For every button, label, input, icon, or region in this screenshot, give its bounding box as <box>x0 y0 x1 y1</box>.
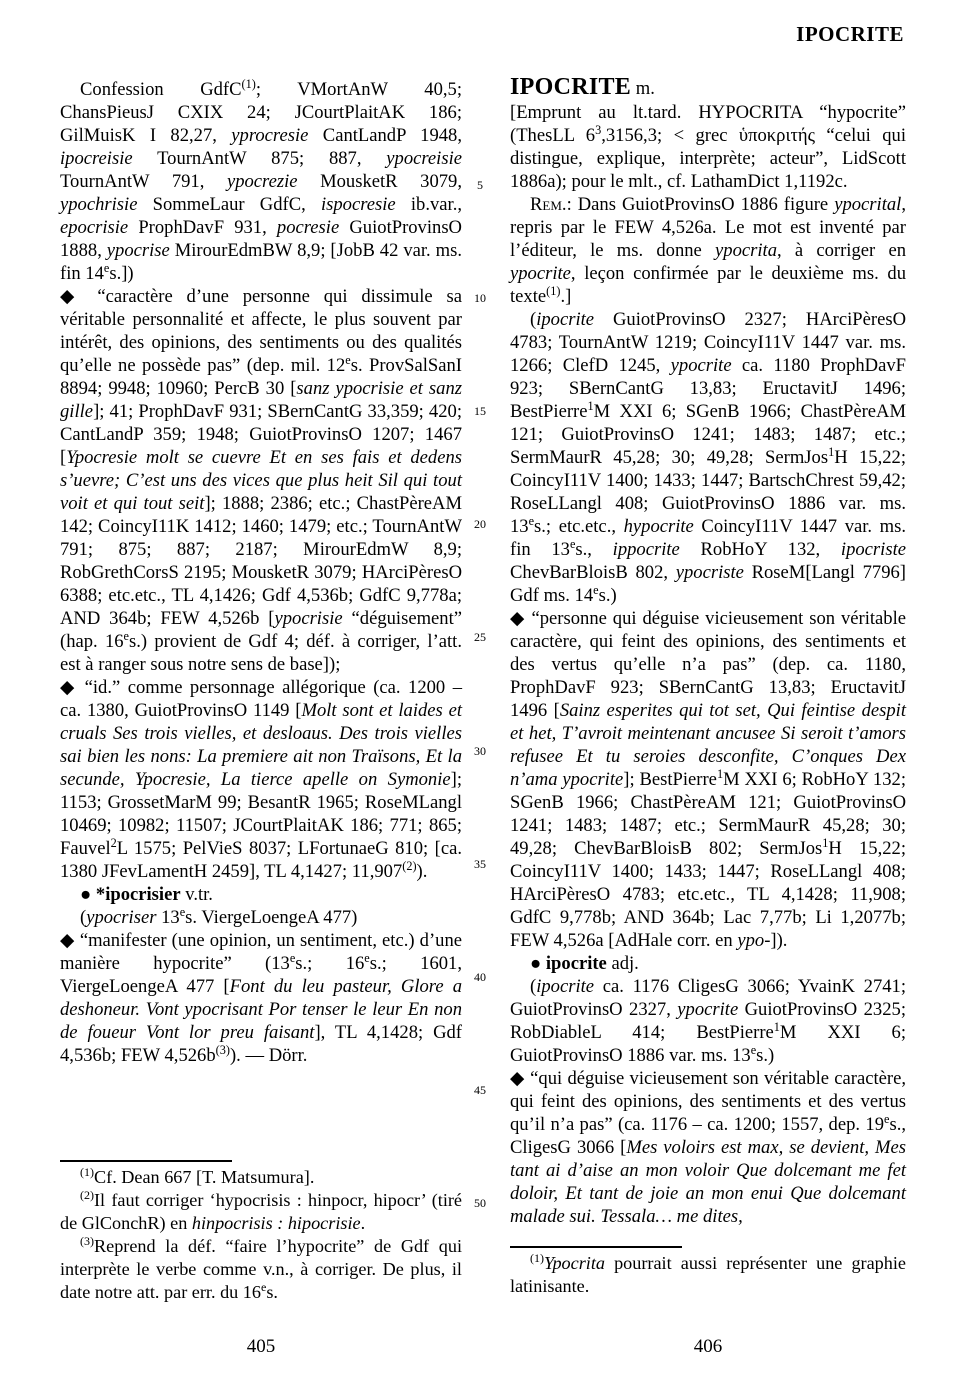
headword-pos: m. <box>635 78 655 99</box>
entry-continuation-forms: Confession GdfC$^{(1)}$; VMortAnW 40,5; ChansPieusJ CXIX 24; JCourtPlaitAK 186; GilMuisK I 82,27, yprocresie CantLandP 1948, ipocreisie TournAntW 875; 887, ypocreisie TournAntW 791, ypocrezie MousketR 3079, ypochrisie SommeLaur GdfC, ispocresie ib.var., epocrisie ProphDavF 931, pocresie GuiotProvinsO 1888, ypocrise MirourEdmBW 8,9; [JobB 42 var. ms. fin 14es.]) <box>60 76 463 284</box>
sublemma: ● *ipocrisier v.tr. <box>80 884 213 905</box>
line-number-40: 40 <box>474 970 486 984</box>
footnotes-right-items <box>510 1252 906 1298</box>
left-column <box>60 78 462 1067</box>
line-number-35: 35 <box>474 857 486 871</box>
sense-definition: ◆ “id.” comme personnage allégorique (ca. 1200 – ca. 1380, GuiotProvinsO 1149 [Molt sont et laides et cruals Ses trois vielles, et desloaus. Des trois vielles sai bien les nons: La premiere ait non Traïsons, Et la secunde, Ypocresie, La tierce apelle on Symonie]; 1153; GrossetMarM 99; BesantR 1965; RoseMLangl 10469; 10982; 11507; JCourtPlaitAK 186; 771; 865; Fauvel$^2$L 1575; PelVieS 8037; LFortunaeG 810; [ca. 1380 JFevLamentH 2459], TL 4,1427; 11,907$^{(2)}$). <box>60 677 462 882</box>
sublemma-forms: (ypocriser 13es. ViergeLoengeA 477) <box>80 904 358 928</box>
footnote-rule <box>60 1160 232 1162</box>
forms-list: (ipocrite GuiotProvinsO 2327; HArciPèresO 4783; TournAntW 1219; CoincyI11V 1447 var. ms. 1266; ClefD 1245, ypocrite ca. 1180 ProphDavF 923; SBernCantG 13,83; EructavitJ 1496; BestPierre$^1$M XXI 6; SGenB 1966; ChastPèreAM 121; GuiotProvinsO 1241; 1483; 1487; etc.; SermMaurR 45,28; 30; 49,28; SermJos$^1$H 15,22; CoincyI11V 1400; 1433; 1447; BartschChrest 59,42; RoseLLangl 408; GuiotProvinsO 1886 var. ms. 13es.; etc.etc., hypocrite CoincyI11V 1447 var. ms. fin 13es., ippocrite RobHoY 132, ipocriste ChevBarBloisB 802, ypocriste RoseM[Langl 7796] Gdf ms. 14es.) <box>510 309 907 606</box>
line-number-30: 30 <box>474 744 486 758</box>
sense-definition: ◆ “qui déguise vicieusement son véritable caractère, qui feint des opinions, des sentiments et des vertus qu’il n’a pas” (ca. 1176 – ca. 1200; 1557, dep. 19es., CligesG 3066 [Mes voloirs est max, se devient, Mes tant ai d’aise an mon voloir Que dolcemant me fet doloir, Et tant de joie an mon enui Que dolcemant malade sui. Tessala… me dites, <box>510 1068 906 1227</box>
footnote-3: $^{(3)}$Reprend la déf. “faire l’hypocrite” de Gdf qui interprète le verbe comme v.n., à corriger. De plus, il date notre att. par err. du 16es. <box>60 1233 462 1302</box>
sense-definition: ◆ “caractère d’une personne qui dissimule sa véritable personnalité et affecte, le plus souvent par intérêt, des opinions, des sentiments ou des qualités qu’elle ne possède pas” (dep. mil. 12es. ProvSalSanI 8894; 9948; 10960; PercB 30 [sanz ypocrisie et sanz gille]; 41; ProphDavF 931; SBernCantG 33,359; 420; CantLandP 359; 1948; GuiotProvinsO 1207; 1467 [Ypocresie molt se cuevre Et en ses fais et dedens s’uevre; C’est uns des vices que plus heit Sil qui tout voit et qui tout seit]; 1888; 2386; etc.; ChastPèreAM 142; CoincyI11K 1412; 1460; 1479; etc.; TournAntW 791; 875; 887; 2187; MirourEdmW 8,9; RobGrethCorsS 2195; MousketR 3079; HArciPèresO 6388; etc.etc., TL 4,1426; Gdf 4,536b; GdfC 9,778a; AND 364b; FEW 4,526b [ypocrisie “déguisement” (hap. 16es.) provient de Gdf 4; déf. à corriger, l’att. est à ranger sous notre sens de base]); <box>60 286 463 675</box>
footnote-rule <box>510 1246 682 1248</box>
remark: Rem.: Dans GuiotProvinsO 1886 figure ypocrital, repris par le FEW 4,526a. Le mot est inventé par l’éditeur, le ms. donne ypocrita, à corriger en ypocrite, leçon confirmée par le deuxième ms. du texte$^{(1)}$.] <box>510 194 906 307</box>
line-number-20: 20 <box>474 517 486 531</box>
footnotes-left-items <box>60 1166 462 1304</box>
headword: IPOCRITE <box>510 74 632 100</box>
footnotes-right <box>510 1246 906 1298</box>
line-number-45: 45 <box>474 1083 486 1097</box>
page-number-right: 406 <box>693 1336 723 1357</box>
footnote-2: $^{(2)}$Il faut corriger ‘hypocrisis : hinpocr, hipocr’ (tiré de GlConchR) en hinpocrisis : hipocrisie. <box>60 1187 462 1233</box>
line-number-25: 25 <box>474 630 486 644</box>
headword-line <box>510 76 906 100</box>
footnote-1: $^{(1)}$Cf. Dean 667 [T. Matsumura]. <box>80 1164 315 1187</box>
right-column <box>510 76 906 1228</box>
sublemma-forms: (ipocrite ca. 1176 CligesG 3066; YvainK 2741; GuiotProvinsO 2327, ypocrite GuiotProvinsO 2325; RobDiableL 414; BestPierre$^1$M XXI 6; GuiotProvinsO 1886 var. ms. 13es.) <box>510 976 906 1066</box>
line-number-15: 15 <box>474 404 486 418</box>
sense-definition: ◆ “manifester (une opinion, un sentiment, etc.) d’une manière hypocrite” (13es.; 16es.; 1601, ViergeLoengeA 477 [Font du leu pasteur, Glore a deshoneur. Vont ypocrisant Por tenser le leur En non de foueur Vont lor preu faisant], TL 4,1428; Gdf 4,536b; FEW $4,526b^{(3)}$). — Dörr. <box>60 930 463 1066</box>
footnote-1: $^{(1)}$Ypocrita pourrait aussi représenter une graphie latinisante. <box>510 1250 906 1296</box>
sublemma: ● ipocrite adj. <box>530 953 639 974</box>
line-number-10: 10 <box>474 291 486 305</box>
line-number-5: 5 <box>477 178 483 192</box>
right-column-paragraphs <box>510 101 906 1228</box>
footnotes-left <box>60 1160 462 1304</box>
page-number-left: 405 <box>246 1336 276 1357</box>
running-header: IPOCRITE <box>796 22 904 46</box>
etymology: [Emprunt au lt.tard. HYPOCRITA “hypocrite” (ThesLL $6^3,3156,3$; < grec ὑποκριτής “celui qui distingue, explique, interprète; acteur”, LidScott 1886a); pour le mlt., cf. LathamDict 1,1192c. <box>510 102 906 192</box>
sense-definition: ◆ “personne qui déguise vicieusement son véritable caractère, qui feint des opinions, des sentiments et des vertus qu’elle n’a pas” (dep. ca. 1180, ProphDavF 923; SBernCantG 13,83; EructavitJ 1496 [Sainz esperites qui tot set, Qui feintise despit et het, T’avroit meintenant ancusee Si seroit t’amors refusee Et tu seroies desconfite, C’onques Dex n’ama ypocrite]; BestPierre$^1$M XXI 6; RobHoY 132; SGenB 1966; ChastPèreAM 121; GuiotProvinsO 1241; 1483; 1487; etc.; SermMaurR 45,28; 30; 49,28; ChevBarBloisB 802; SermJos$^1$H 15,22; CoincyI11V 1400; 1433; 1447; RoseLLangl 408; HArciPèresO 4783; etc.etc., TL 4,1428; 11,908; GdfC 9,778b; AND 364b; Lac 7,77b; Li 1,2077b; FEW 4,526a [AdHale corr. en ypo-]). <box>510 608 906 951</box>
line-number-50: 50 <box>474 1196 486 1210</box>
